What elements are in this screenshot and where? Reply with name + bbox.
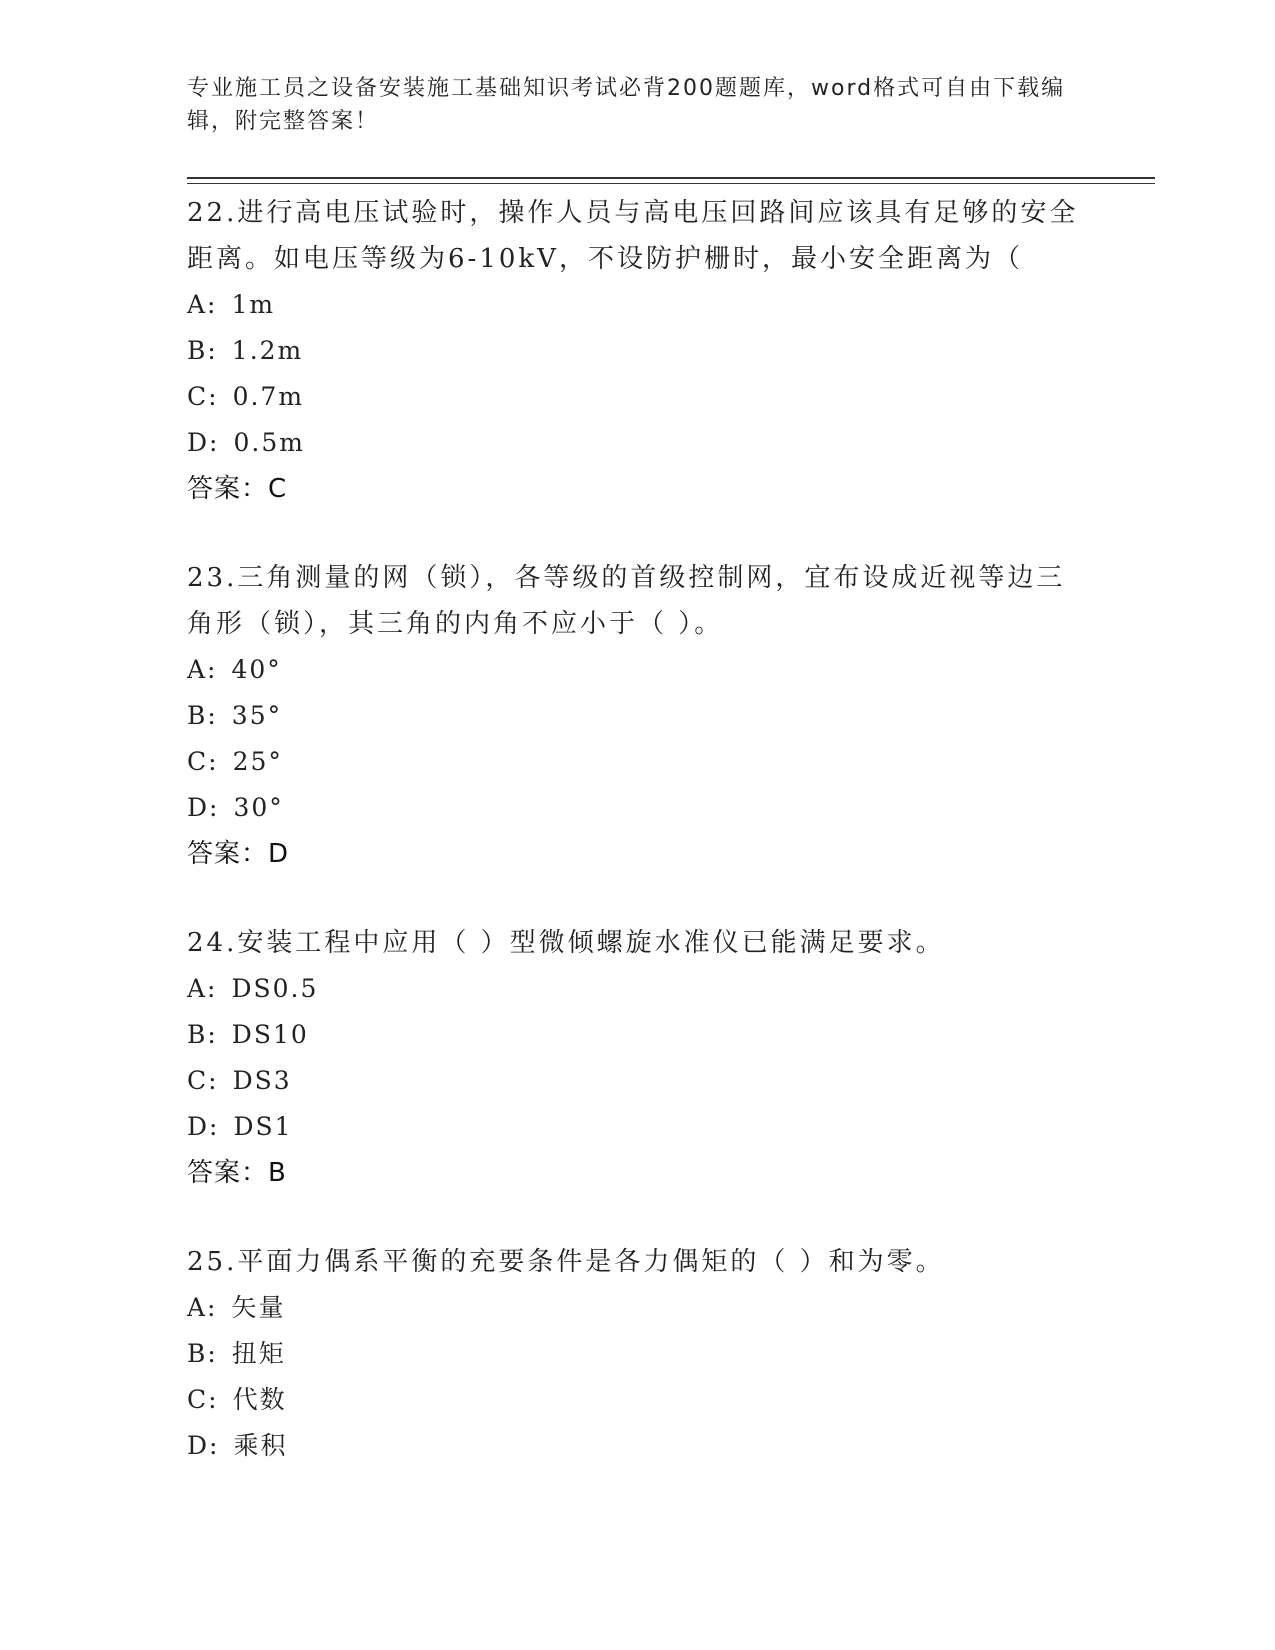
option-b	[187, 693, 1087, 739]
option-label: B:	[187, 1339, 218, 1368]
option-d	[187, 1104, 1087, 1150]
question-list	[187, 190, 1087, 1512]
option-b	[187, 1331, 1087, 1377]
option-d	[187, 785, 1087, 831]
option-d	[187, 1423, 1087, 1469]
question-23	[187, 555, 1087, 877]
option-label: D:	[187, 1112, 220, 1141]
option-value: 矢量	[231, 1293, 286, 1322]
header-divider-thin	[187, 183, 1155, 184]
option-value: DS0.5	[231, 974, 319, 1003]
option-value: 25°	[232, 747, 283, 776]
option-value: 40°	[231, 655, 282, 684]
option-label: C:	[187, 1385, 219, 1414]
option-label: D:	[187, 428, 220, 457]
option-label: B:	[187, 336, 218, 365]
question-text: 24.安装工程中应用（ ）型微倾螺旋水准仪已能满足要求。	[187, 928, 945, 958]
option-label: C:	[187, 1066, 219, 1095]
option-label: A:	[187, 655, 218, 684]
option-c	[187, 374, 1087, 420]
option-value: DS10	[231, 1020, 309, 1049]
question-text: 25.平面力偶系平衡的充要条件是各力偶矩的（ ）和为零。	[187, 1247, 945, 1277]
option-c	[187, 1377, 1087, 1423]
option-label: A:	[187, 1293, 218, 1322]
answer-text: 答案：B	[187, 1158, 287, 1188]
option-value: DS1	[233, 1112, 293, 1141]
option-value: 1.2m	[231, 336, 304, 365]
question-25	[187, 1239, 1087, 1469]
option-a	[187, 282, 1087, 328]
option-value: 30°	[233, 793, 284, 822]
option-label: C:	[187, 382, 219, 411]
answer-text: 答案：D	[187, 839, 290, 869]
option-label: B:	[187, 701, 218, 730]
option-label: D:	[187, 793, 220, 822]
question-text: 23.三角测量的网（锁），各等级的首级控制网，宜布设成近视等边三角形（锁），其三角的内角不应小于（ ）。	[187, 563, 1066, 639]
option-c	[187, 739, 1087, 785]
option-b	[187, 328, 1087, 374]
option-value: 35°	[231, 701, 283, 730]
option-value: 扭矩	[231, 1339, 286, 1368]
question-24	[187, 920, 1087, 1196]
option-label: A:	[187, 290, 218, 319]
option-b	[187, 1012, 1087, 1058]
option-a	[187, 1285, 1087, 1331]
option-value: 代数	[232, 1385, 287, 1414]
document-header: 专业施工员之设备安装施工基础知识考试必背200题题库，word格式可自由下载编辑，附完整答案！	[187, 76, 1066, 134]
option-label: B:	[187, 1020, 218, 1049]
option-c	[187, 1058, 1087, 1104]
option-label: A:	[187, 974, 218, 1003]
option-value: 0.7m	[232, 382, 305, 411]
option-a	[187, 966, 1087, 1012]
option-value: 1m	[231, 290, 276, 319]
question-text: 22.进行高电压试验时，操作人员与高电压回路间应该具有足够的安全距离。如电压等级为6-10kV，不设防护栅时，最小安全距离为（	[187, 198, 1079, 274]
option-a	[187, 647, 1087, 693]
option-value: 0.5m	[233, 428, 305, 457]
answer-text: 答案：C	[187, 474, 288, 504]
option-label: D:	[187, 1431, 220, 1460]
option-value: 乘积	[233, 1431, 288, 1460]
option-d	[187, 420, 1087, 466]
option-value: DS3	[232, 1066, 292, 1095]
header-divider	[187, 177, 1155, 179]
option-label: C:	[187, 747, 219, 776]
question-22	[187, 190, 1087, 512]
